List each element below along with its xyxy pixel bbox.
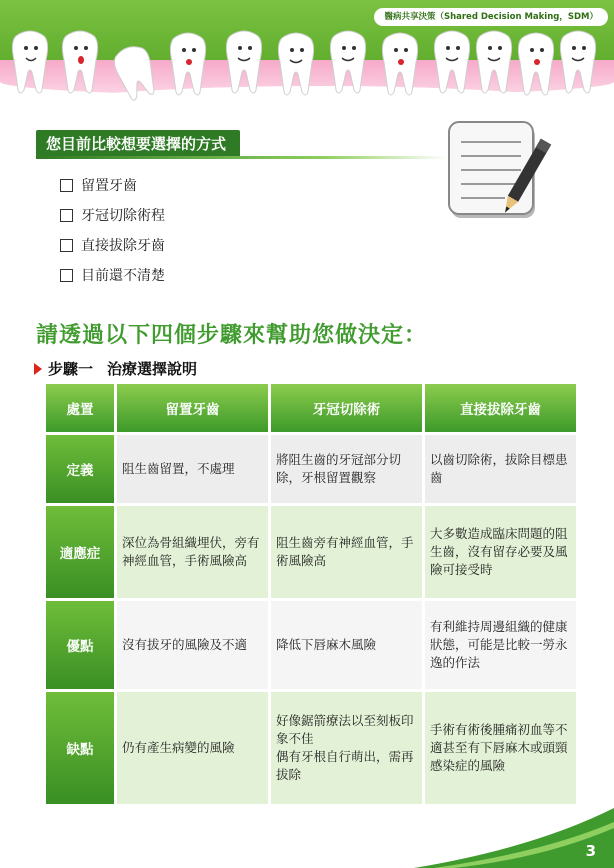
option-label: 留置牙齒	[81, 178, 137, 194]
checkbox[interactable]	[60, 269, 73, 282]
row-header: 定義	[46, 435, 114, 503]
table-cell: 以齒切除術，拔除目標患齒	[425, 435, 576, 503]
table-cell: 沒有拔牙的風險及不適	[117, 601, 268, 689]
step-title: 治療選擇說明	[107, 360, 198, 378]
title-underline	[36, 156, 448, 159]
checkbox[interactable]	[60, 209, 73, 222]
table-cell: 降低下唇麻木風險	[271, 601, 422, 689]
choice-section-title: 您目前比較想要選擇的方式	[36, 130, 240, 158]
footer-green-swoosh	[414, 808, 614, 868]
tooth-characters-illustration	[0, 22, 614, 102]
option-crown-removal[interactable]	[60, 200, 165, 230]
option-label: 直接拔除牙齒	[81, 238, 165, 254]
header-banner	[0, 0, 614, 110]
notepad-pen-icon	[445, 118, 553, 226]
sdm-label: 醫病共享決策（Shared Decision Making，SDM）	[374, 8, 608, 26]
option-label: 牙冠切除術程	[81, 208, 165, 224]
column-header: 直接拔除牙齒	[425, 384, 576, 432]
table-cell: 手術有術後腫痛初血等不適甚至有下唇麻木或頭頸感染症的風險	[425, 692, 576, 804]
table-cell: 將阻生齒的牙冠部分切除，牙根留置觀察	[271, 435, 422, 503]
table-cell: 大多數造成臨床問題的阻生齒，沒有留存必要及風險可接受時	[425, 506, 576, 598]
option-undecided[interactable]	[60, 260, 165, 290]
table-cell: 仍有產生病變的風險	[117, 692, 268, 804]
column-header: 處置	[46, 384, 114, 432]
checkbox[interactable]	[60, 179, 73, 192]
treatment-comparison-table	[46, 384, 570, 804]
choice-options-list	[60, 170, 165, 290]
steps-heading: 請透過以下四個步驟來幫助您做決定：	[36, 323, 428, 348]
option-extraction[interactable]	[60, 230, 165, 260]
table-cell: 好像鋸箭療法以至刻板印象不佳 偶有牙根自行萌出，需再拔除	[271, 692, 422, 804]
row-header: 優點	[46, 601, 114, 689]
table-cell: 阻生齒留置，不處理	[117, 435, 268, 503]
option-keep-tooth[interactable]	[60, 170, 165, 200]
table-cell: 深位為骨組織埋伏，旁有神經血管，手術風險高	[117, 506, 268, 598]
red-arrow-icon	[34, 363, 42, 375]
step-label: 步驟一	[48, 360, 94, 378]
column-header: 留置牙齒	[117, 384, 268, 432]
table-cell: 阻生齒旁有神經血管，手術風險高	[271, 506, 422, 598]
checkbox[interactable]	[60, 239, 73, 252]
step-one-heading	[34, 358, 197, 379]
row-header: 缺點	[46, 692, 114, 804]
page-number: 3	[585, 842, 596, 860]
row-header: 適應症	[46, 506, 114, 598]
table-cell: 有利維持周邊組織的健康狀態，可能是比較一勞永逸的作法	[425, 601, 576, 689]
option-label: 目前還不清楚	[81, 268, 165, 284]
column-header: 牙冠切除術	[271, 384, 422, 432]
